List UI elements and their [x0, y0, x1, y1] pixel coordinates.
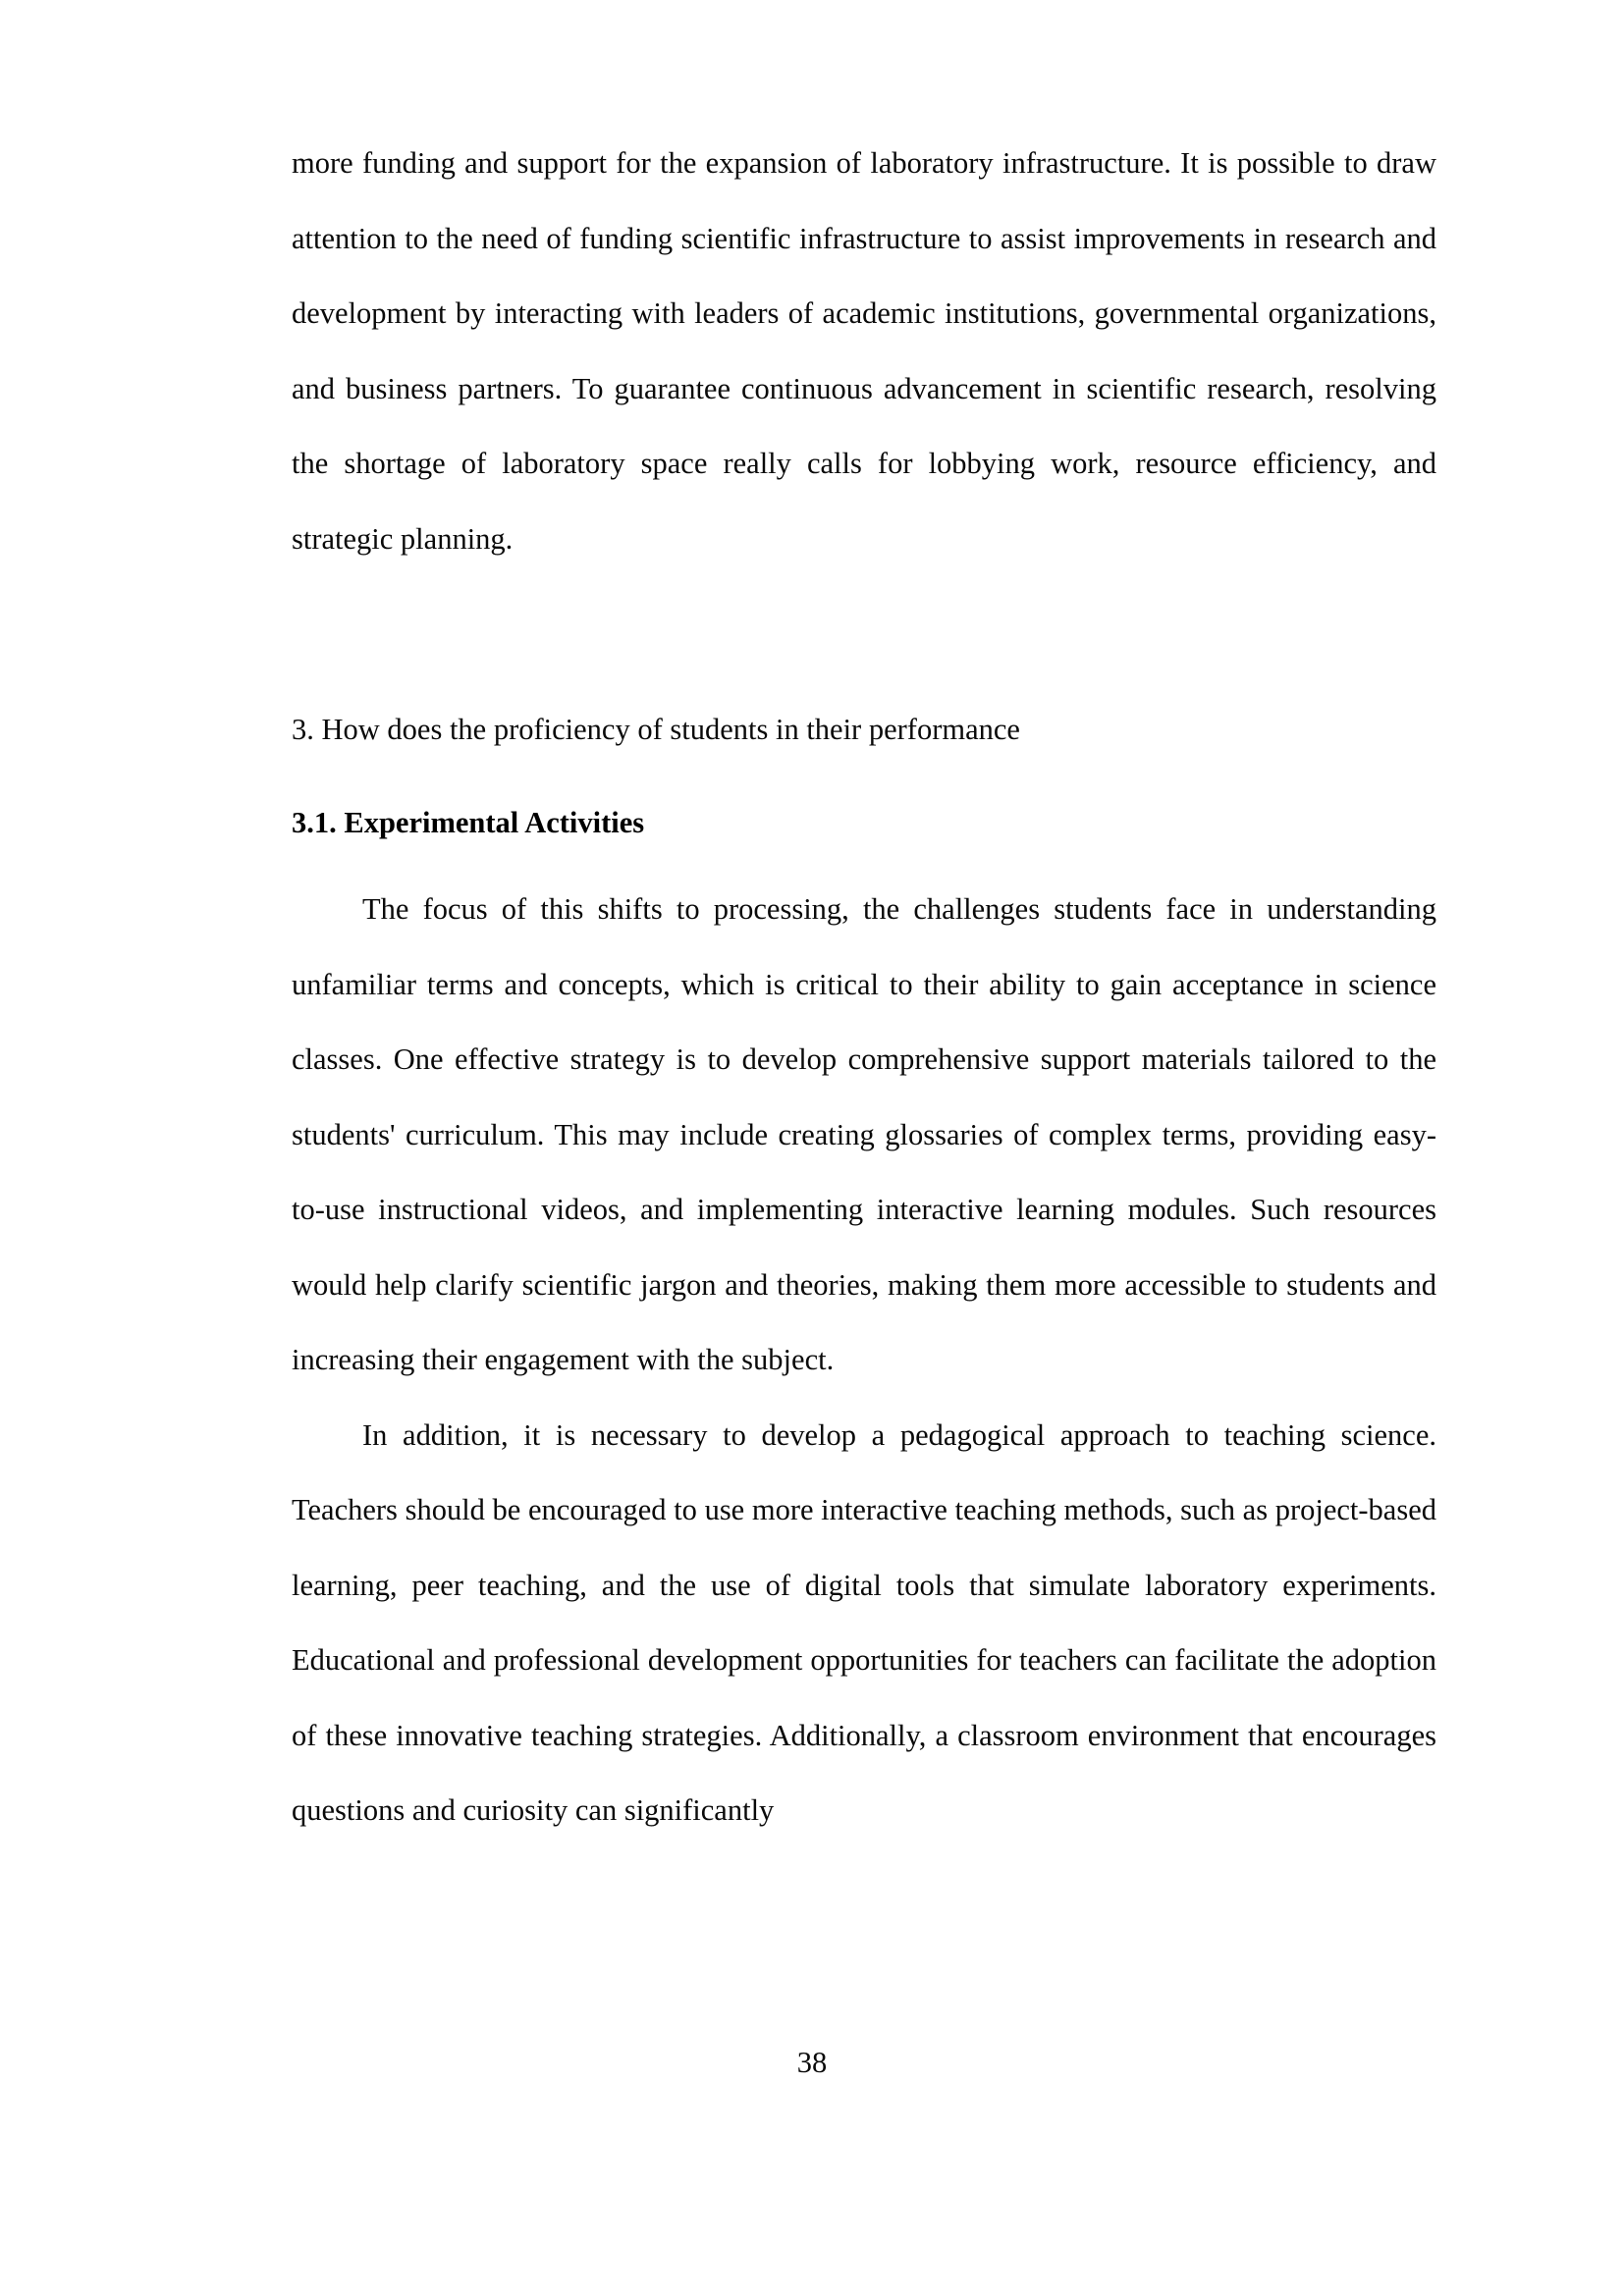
- body-paragraph-2: In addition, it is necessary to develop a pedagogical approach to teaching science. Teachers should be encouraged to use more interactive teaching methods, such as project-based learning, peer teaching, and the use of digital tools that simulate laboratory experiments. Educational and professional development opportunities for teachers can facilitate the adoption of these innovative teaching strategies. Additionally, a classroom environment that encourages questions and curiosity can significantly: [292, 1417, 1436, 1827]
- section-heading: 3. How does the proficiency of students in their performance: [292, 713, 1020, 746]
- paragraph-spacer: [292, 576, 1436, 692]
- page-number: 38: [796, 2046, 828, 2079]
- subsection-heading: 3.1. Experimental Activities: [292, 805, 645, 839]
- subheading-spacer: [292, 860, 1436, 872]
- heading-spacer: [292, 768, 1436, 785]
- page-content: [292, 126, 1436, 1848]
- continued-paragraph: more funding and support for the expansion of laboratory infrastructure. It is possible to draw attention to the need of funding scientific infrastructure to assist improvements in research and development by interacting with leaders of academic institutions, governmental organizations, and business partners. To guarantee continuous advancement in scientific research, resolving the shortage of laboratory space really calls for lobbying work, resource efficiency, and strategic planning.: [292, 146, 1436, 556]
- body-paragraph-1: The focus of this shifts to processing, the challenges students face in understanding unfamiliar terms and concepts, which is critical to their ability to gain acceptance in science classes. One effective strategy is to develop comprehensive support materials tailored to the students' curriculum. This may include creating glossaries of complex terms, providing easy-to-use instructional videos, and implementing interactive learning modules. Such resources would help clarify scientific jargon and theories, making them more accessible to students and increasing their engagement with the subject.: [292, 892, 1436, 1376]
